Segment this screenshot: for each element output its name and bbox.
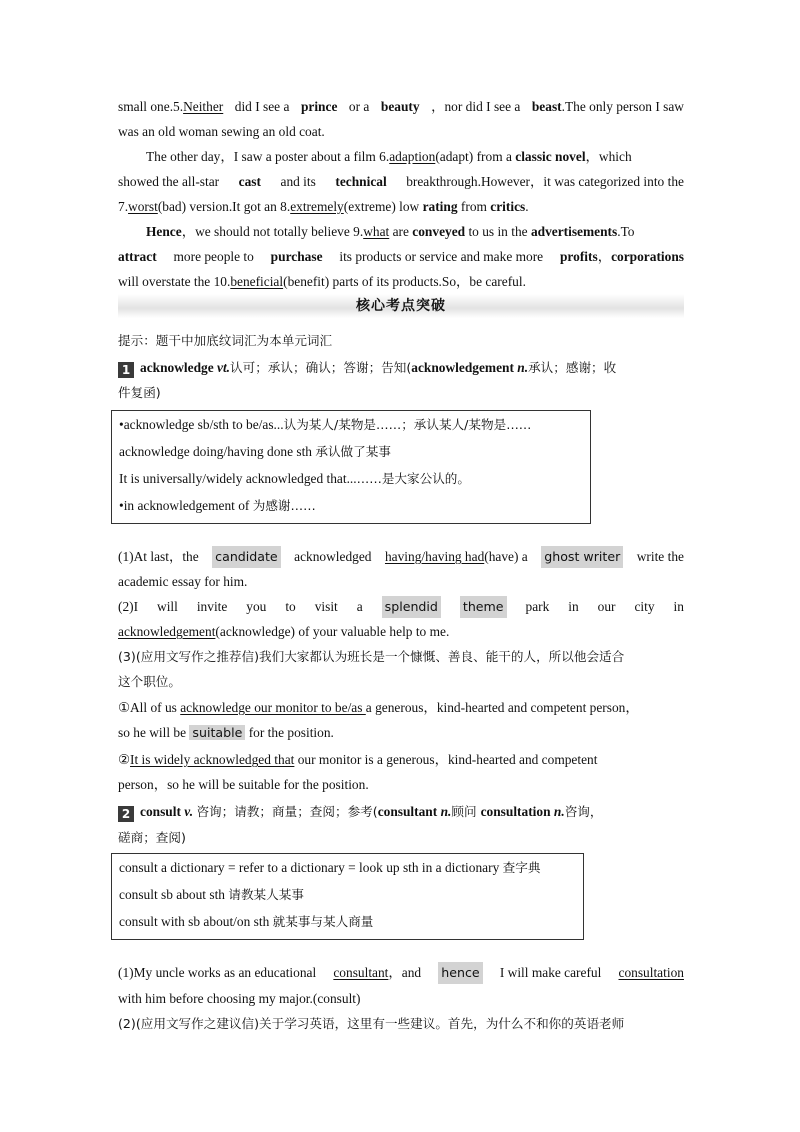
- exercise-1-1-line-2: academic essay for him.: [118, 574, 248, 589]
- exercise-1-3-line-1: (3)(应用文写作之推荐信)我们大家都认为班长是一个慷慨、善良、能干的人，所以他会适合: [118, 649, 625, 664]
- entry-1-header-line-2: 件复函): [118, 385, 161, 400]
- paragraph-3-line-2: attract more people to purchase its products or service and make more profits，corporations: [118, 249, 684, 264]
- vocab-highlight: hence: [438, 962, 482, 984]
- answer-8: extremely: [290, 199, 344, 214]
- answer-blank: consultant: [333, 965, 389, 980]
- paragraph-2-line-1: The other day，I saw a poster about a film 6.adaption(adapt) from a classic novel，which: [146, 149, 632, 164]
- exercise-1-3a-line-2: so he will be suitable for the position.: [118, 725, 334, 740]
- exercise-1-3-line-2: 这个职位。: [118, 674, 181, 689]
- answer-7: worst: [128, 199, 158, 214]
- usage-row: It is universally/widely acknowledged that...……是大家公认的。: [119, 471, 470, 486]
- exercise-2-1-line-2: with him before choosing my major.(consult): [118, 991, 361, 1006]
- exercise-1-1-line-1: (1)At last，the candidate acknowledged having/having had(have) a ghost writer write the: [118, 546, 684, 568]
- paragraph-1-line-1: small one.5.Neither did I see a prince or a beauty ，nor did I see a beast.The only person I saw: [118, 99, 684, 114]
- usage-row: consult sb about sth 请教某人某事: [119, 887, 304, 902]
- section-title: 核心考点突破: [356, 298, 446, 314]
- exercise-1-3b-line-1: ②It is widely acknowledged that our monitor is a generous，kind-hearted and competent: [118, 752, 598, 767]
- answer-5: Neither: [183, 99, 224, 114]
- vocab-highlight: theme: [460, 596, 507, 618]
- entry-1-header: 1 acknowledge vt.认可；承认；确认；答谢；告知(acknowledgement n.承认；感谢；收: [118, 357, 616, 379]
- answer-blank: It is widely acknowledged that: [130, 752, 295, 767]
- entry-2-header-line-2: 磋商；查阅): [118, 830, 186, 845]
- vocab-highlight: suitable: [189, 725, 245, 740]
- usage-row: •acknowledge sb/sth to be/as...认为某人/某物是……；承认某人/某物是……: [119, 417, 532, 432]
- exercise-1-2-line-1: (2)I will invite you to visit a splendid theme park in our city in: [118, 596, 684, 618]
- usage-row: consult with sb about/on sth 就某事与某人商量: [119, 914, 374, 929]
- exercise-1-3a-line-1: ①All of us acknowledge our monitor to be/as a generous，kind-hearted and competent person，: [118, 700, 639, 715]
- answer-10: beneficial: [230, 274, 284, 289]
- hint-text: 提示：题干中加底纹词汇为本单元词汇: [118, 333, 333, 348]
- exercise-1-3b-line-2: person，so he will be suitable for the position.: [118, 777, 369, 792]
- answer-blank: acknowledgement: [118, 624, 216, 639]
- paragraph-3-line-3: will overstate the 10.beneficial(benefit) parts of its products.So，be careful.: [118, 274, 526, 289]
- exercise-2-1-line-1: (1)My uncle works as an educational consultant，and hence I will make careful consultation: [118, 962, 684, 984]
- answer-9: what: [363, 224, 390, 239]
- usage-row: •in acknowledgement of 为感谢……: [119, 498, 316, 513]
- answer-blank: acknowledge our monitor to be/as: [180, 700, 366, 715]
- entry-1-usage-box: [111, 410, 591, 524]
- vocab-highlight: candidate: [212, 546, 281, 568]
- usage-row: consult a dictionary = refer to a dictionary = look up sth in a dictionary 查字典: [119, 860, 541, 875]
- section-heading: [118, 294, 684, 318]
- paragraph-3-line-1: Hence，we should not totally believe 9.what are conveyed to us in the advertisements.To: [146, 224, 635, 239]
- entry-2-usage-box: [111, 853, 584, 940]
- vocab-highlight: splendid: [382, 596, 441, 618]
- paragraph-2-line-3: 7.worst(bad) version.It got an 8.extremely(extreme) low rating from critics.: [118, 199, 529, 214]
- answer-blank: consultation: [618, 965, 684, 980]
- entry-number-2: 2: [118, 806, 134, 822]
- paragraph-2-line-2: showed the all-star cast and its technical breakthrough.However，it was categorized into the: [118, 174, 684, 189]
- vocab-highlight: ghost writer: [541, 546, 623, 568]
- entry-2-header: 2 consult v. 咨询；请教；商量；查阅；参考(consultant n.顾问 consultation n.咨询，: [118, 801, 602, 823]
- paragraph-1-line-2: was an old woman sewing an old coat.: [118, 124, 325, 139]
- exercise-1-2-line-2: acknowledgement(acknowledge) of your valuable help to me.: [118, 624, 450, 639]
- entry-number-1: 1: [118, 362, 134, 378]
- answer-6: adaption: [389, 149, 436, 164]
- answer-blank: having/having had: [384, 549, 485, 564]
- exercise-2-2-line-1: (2)(应用文写作之建议信)关于学习英语，这里有一些建议。首先，为什么不和你的英语老师: [118, 1016, 625, 1031]
- usage-row: acknowledge doing/having done sth 承认做了某事: [119, 444, 391, 459]
